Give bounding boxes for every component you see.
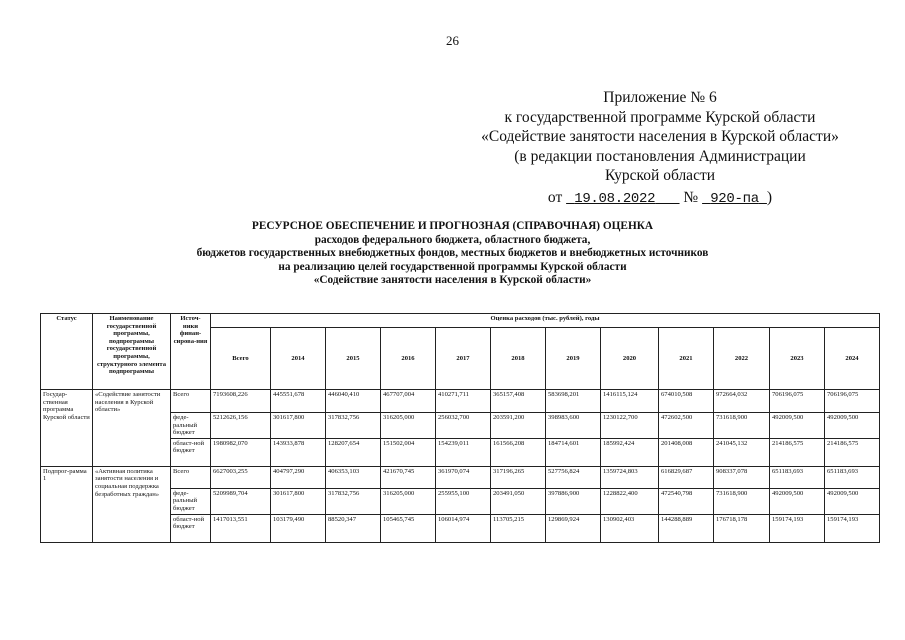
value-cell: 365157,408 bbox=[491, 390, 546, 413]
value-cell: 583698,201 bbox=[546, 390, 601, 413]
value-cell: 410271,711 bbox=[436, 390, 491, 413]
source-cell: Всего bbox=[171, 466, 211, 488]
value-cell: 113705,215 bbox=[491, 514, 546, 542]
value-cell: 1980982,070 bbox=[211, 438, 271, 466]
value-cell: 492009,500 bbox=[770, 413, 825, 439]
header-year: 2023 bbox=[770, 328, 825, 390]
value-cell: 731618,900 bbox=[714, 413, 770, 439]
source-cell: област-ной бюджет bbox=[171, 438, 211, 466]
value-cell: 317196,265 bbox=[491, 466, 546, 488]
value-cell: 6627003,255 bbox=[211, 466, 271, 488]
header-year: 2015 bbox=[326, 328, 381, 390]
appendix-date-line bbox=[440, 188, 880, 210]
header-estimate: Оценка расходов (тыс. рублей), годы bbox=[211, 314, 880, 328]
status-cell: Государ-ственная программа Курской области bbox=[41, 390, 93, 467]
header-year: 2019 bbox=[546, 328, 601, 390]
value-cell: 214186,575 bbox=[825, 438, 880, 466]
header-year: 2024 bbox=[825, 328, 880, 390]
value-cell: 492009,500 bbox=[825, 488, 880, 514]
title-line: на реализацию целей государственной программы Курской области bbox=[278, 260, 627, 273]
source-cell: област-ной бюджет bbox=[171, 514, 211, 542]
value-cell: 674010,508 bbox=[659, 390, 714, 413]
value-cell: 446040,410 bbox=[326, 390, 381, 413]
value-cell: 731618,900 bbox=[714, 488, 770, 514]
source-cell: феде-ральный бюджет bbox=[171, 488, 211, 514]
value-cell: 88520,347 bbox=[326, 514, 381, 542]
title-line: РЕСУРСНОЕ ОБЕСПЕЧЕНИЕ И ПРОГНОЗНАЯ (СПРАВОЧНАЯ) ОЦЕНКА bbox=[251, 220, 654, 232]
value-cell: 154239,011 bbox=[436, 438, 491, 466]
header-name: Наименование государственной программы, подпрограммы государственной программы, структурного элемента подпрограммы bbox=[93, 314, 171, 390]
value-cell: 472602,500 bbox=[659, 413, 714, 439]
value-cell: 492009,500 bbox=[770, 488, 825, 514]
name-cell: «Активная политика занятости населения и социальная поддержка безработных граждан» bbox=[93, 466, 171, 542]
value-cell: 106014,974 bbox=[436, 514, 491, 542]
value-cell: 129869,924 bbox=[546, 514, 601, 542]
title-line: бюджетов государственных внебюджетных фондов, местных бюджетов и внебюджетных источников bbox=[196, 247, 709, 260]
value-cell: 214186,575 bbox=[770, 438, 825, 466]
value-cell: 706196,075 bbox=[825, 390, 880, 413]
source-cell: феде-ральный бюджет bbox=[171, 413, 211, 439]
value-cell: 398983,600 bbox=[546, 413, 601, 439]
table-row bbox=[41, 390, 880, 413]
value-cell: 151502,004 bbox=[381, 438, 436, 466]
appendix-line: (в редакции постановления Администрации bbox=[514, 147, 806, 165]
value-cell: 201408,008 bbox=[659, 438, 714, 466]
value-cell: 203491,050 bbox=[491, 488, 546, 514]
value-cell: 185992,424 bbox=[601, 438, 659, 466]
value-cell: 159174,193 bbox=[825, 514, 880, 542]
header-year: 2022 bbox=[714, 328, 770, 390]
value-cell: 7193608,226 bbox=[211, 390, 271, 413]
value-cell: 130902,403 bbox=[601, 514, 659, 542]
value-cell: 472540,798 bbox=[659, 488, 714, 514]
value-cell: 103179,490 bbox=[271, 514, 326, 542]
value-cell: 255955,100 bbox=[436, 488, 491, 514]
value-cell: 361970,074 bbox=[436, 466, 491, 488]
value-cell: 161566,208 bbox=[491, 438, 546, 466]
value-cell: 5212626,156 bbox=[211, 413, 271, 439]
header-status: Статус bbox=[41, 314, 93, 390]
header-year: Всего bbox=[211, 328, 271, 390]
name-cell: «Содействие занятости населения в Курской области» bbox=[93, 390, 171, 467]
date-prefix: от bbox=[547, 188, 563, 206]
header-year: 2017 bbox=[436, 328, 491, 390]
resource-table bbox=[40, 313, 880, 543]
value-cell: 527756,824 bbox=[546, 466, 601, 488]
appendix-line: Курской области bbox=[604, 167, 716, 184]
table-header bbox=[41, 314, 880, 390]
value-cell: 316205,000 bbox=[381, 413, 436, 439]
appendix-line: Приложение № 6 bbox=[603, 89, 717, 106]
header-source: Источ-ники финан-сирова-ния bbox=[171, 314, 211, 390]
closing-paren: ) bbox=[766, 188, 773, 206]
value-cell: 144288,889 bbox=[659, 514, 714, 542]
value-cell: 301617,800 bbox=[271, 488, 326, 514]
value-cell: 651183,693 bbox=[770, 466, 825, 488]
appendix-line: к государственной программе Курской области bbox=[504, 108, 816, 126]
value-cell: 972664,032 bbox=[714, 390, 770, 413]
header-year: 2016 bbox=[381, 328, 436, 390]
value-cell: 467707,004 bbox=[381, 390, 436, 413]
value-cell: 1416115,124 bbox=[601, 390, 659, 413]
value-cell: 651183,693 bbox=[825, 466, 880, 488]
decree-date: 19.08.2022 bbox=[574, 190, 656, 207]
value-cell: 105465,745 bbox=[381, 514, 436, 542]
value-cell: 203591,200 bbox=[491, 413, 546, 439]
value-cell: 706196,075 bbox=[770, 390, 825, 413]
value-cell: 143933,878 bbox=[271, 438, 326, 466]
value-cell: 176718,178 bbox=[714, 514, 770, 542]
value-cell: 397886,900 bbox=[546, 488, 601, 514]
value-cell: 1230122,700 bbox=[601, 413, 659, 439]
value-cell: 1417013,551 bbox=[211, 514, 271, 542]
decree-number: 920-па bbox=[710, 190, 759, 207]
header-year: 2014 bbox=[271, 328, 326, 390]
value-cell: 159174,193 bbox=[770, 514, 825, 542]
value-cell: 1359724,803 bbox=[601, 466, 659, 488]
value-cell: 128207,654 bbox=[326, 438, 381, 466]
page-number: 26 bbox=[446, 33, 459, 48]
value-cell: 421670,745 bbox=[381, 466, 436, 488]
value-cell: 445551,678 bbox=[271, 390, 326, 413]
value-cell: 404797,290 bbox=[271, 466, 326, 488]
document-title bbox=[100, 220, 805, 288]
header-year: 2020 bbox=[601, 328, 659, 390]
value-cell: 5209989,704 bbox=[211, 488, 271, 514]
value-cell: 406353,103 bbox=[326, 466, 381, 488]
appendix-block bbox=[440, 88, 880, 209]
value-cell: 317832,756 bbox=[326, 488, 381, 514]
value-cell: 241045,132 bbox=[714, 438, 770, 466]
header-year: 2021 bbox=[659, 328, 714, 390]
value-cell: 316205,000 bbox=[381, 488, 436, 514]
value-cell: 1228822,400 bbox=[601, 488, 659, 514]
header-year: 2018 bbox=[491, 328, 546, 390]
title-line: «Содействие занятости населения в Курской области» bbox=[313, 274, 592, 287]
table-body bbox=[41, 390, 880, 543]
value-cell: 317832,756 bbox=[326, 413, 381, 439]
value-cell: 184714,601 bbox=[546, 438, 601, 466]
table-row bbox=[41, 466, 880, 488]
value-cell: 256032,700 bbox=[436, 413, 491, 439]
value-cell: 908337,078 bbox=[714, 466, 770, 488]
appendix-line: «Содействие занятости населения в Курской области» bbox=[481, 128, 839, 145]
value-cell: 301617,800 bbox=[271, 413, 326, 439]
value-cell: 492009,500 bbox=[825, 413, 880, 439]
title-line: расходов федерального бюджета, областного бюджета, bbox=[314, 233, 591, 246]
value-cell: 616829,687 bbox=[659, 466, 714, 488]
source-cell: Всего bbox=[171, 390, 211, 413]
number-sign: № bbox=[683, 188, 699, 206]
status-cell: Подпрог-рамма 1 bbox=[41, 466, 93, 542]
